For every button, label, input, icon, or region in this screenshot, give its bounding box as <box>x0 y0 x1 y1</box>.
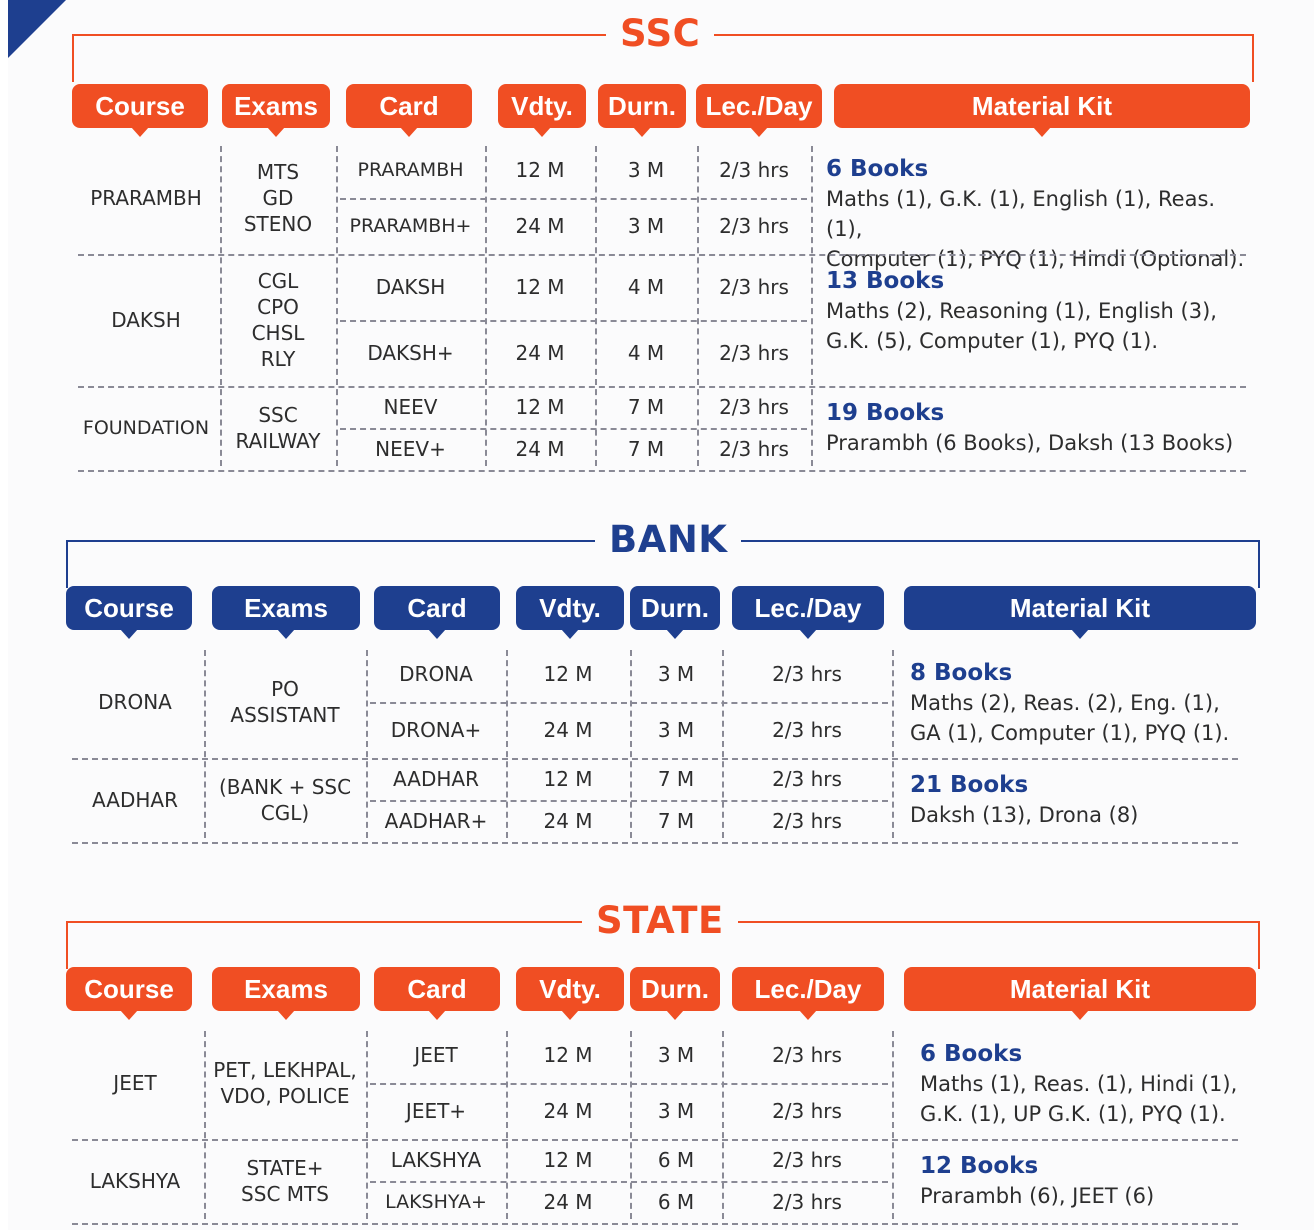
ssc-duration: 7 M <box>627 395 665 419</box>
bank-duration: 3 M <box>657 718 695 742</box>
state-header-material-kit: Material Kit <box>904 967 1256 1011</box>
ssc-section <box>8 10 1314 461</box>
bank-card-name: DRONA <box>399 662 473 686</box>
bank-header-validity: Vdty. <box>516 586 624 630</box>
bank-card-name: AADHAR+ <box>384 809 488 833</box>
bank-lectures-per-day: 2/3 hrs <box>772 767 842 791</box>
bank-duration: 7 M <box>657 767 695 791</box>
ssc-card-name: DAKSH <box>375 275 446 299</box>
ssc-kit-book-count: 19 Books <box>826 400 945 426</box>
bank-kit-contents: Maths (2), Reas. (2), Eng. (1), <box>910 691 1220 715</box>
exam-name: ASSISTANT <box>230 703 340 727</box>
state-card-name: JEET+ <box>405 1099 467 1123</box>
bank-section-title: BANK <box>595 518 741 562</box>
ssc-lectures-per-day: 2/3 hrs <box>719 214 789 238</box>
state-card-name: LAKSHYA <box>390 1148 482 1172</box>
bank-kit-contents: GA (1), Computer (1), PYQ (1). <box>910 721 1230 745</box>
state-group-divider <box>72 1223 1238 1225</box>
exam-name: STENO <box>243 212 313 236</box>
bank-lectures-per-day: 2/3 hrs <box>772 809 842 833</box>
exam-name: MTS <box>256 160 300 184</box>
ssc-card-name: NEEV+ <box>375 437 446 461</box>
ssc-kit-book-count: 6 Books <box>826 156 929 182</box>
state-card-name: JEET <box>414 1043 458 1067</box>
ssc-material-kit <box>826 154 1246 274</box>
ssc-column-divider <box>811 146 813 466</box>
state-kit-contents: G.K. (1), UP G.K. (1), PYQ (1). <box>920 1102 1226 1126</box>
ssc-material-kit <box>826 266 1246 356</box>
ssc-header-validity: Vdty. <box>498 84 586 128</box>
state-section <box>8 893 1314 1223</box>
ssc-kit-contents: Maths (2), Reasoning (1), English (3), <box>826 299 1217 323</box>
exam-name: SSC MTS <box>241 1182 329 1206</box>
state-course-name: JEET <box>113 1071 157 1095</box>
ssc-lectures-per-day: 2/3 hrs <box>719 437 789 461</box>
state-material-kit <box>920 1039 1238 1129</box>
ssc-exam-list <box>220 254 336 386</box>
bank-row-divider <box>370 800 888 802</box>
state-kit-book-count: 12 Books <box>920 1153 1039 1179</box>
exam-name: PET, LEKHPAL, <box>213 1058 357 1082</box>
course-chart-page <box>8 0 1314 1230</box>
exam-name: RAILWAY <box>235 429 321 453</box>
ssc-header-card: Card <box>346 84 472 128</box>
exam-name: CGL <box>257 269 299 293</box>
ssc-lectures-per-day: 2/3 hrs <box>719 275 789 299</box>
state-validity: 24 M <box>543 1190 593 1214</box>
ssc-exam-list <box>220 386 336 470</box>
ssc-validity: 12 M <box>515 395 565 419</box>
bank-kit-contents: Daksh (13), Drona (8) <box>910 803 1139 827</box>
bank-course-name: AADHAR <box>92 788 178 812</box>
state-material-kit <box>920 1151 1238 1211</box>
state-row-divider <box>370 1083 888 1085</box>
ssc-header-course: Course <box>72 84 208 128</box>
exam-name: CPO <box>257 295 299 319</box>
bank-exam-list <box>204 646 366 758</box>
state-header-duration: Durn. <box>630 967 720 1011</box>
ssc-card-name: NEEV <box>383 395 438 419</box>
state-header-validity: Vdty. <box>516 967 624 1011</box>
ssc-validity: 24 M <box>515 341 565 365</box>
exam-name: CGL) <box>260 801 310 825</box>
state-exam-list <box>204 1027 366 1139</box>
bank-header-card: Card <box>374 586 500 630</box>
bank-header-course: Course <box>66 586 192 630</box>
bank-duration: 3 M <box>657 662 695 686</box>
state-validity: 12 M <box>543 1043 593 1067</box>
ssc-kit-contents: Maths (1), G.K. (1), English (1), Reas. (1), <box>826 187 1216 241</box>
bank-validity: 12 M <box>543 767 593 791</box>
state-lectures-per-day: 2/3 hrs <box>772 1190 842 1214</box>
exam-name: VDO, POLICE <box>220 1084 350 1108</box>
state-duration: 6 M <box>657 1148 695 1172</box>
ssc-validity: 24 M <box>515 214 565 238</box>
state-header-course: Course <box>66 967 192 1011</box>
ssc-kit-book-count: 13 Books <box>826 268 945 294</box>
exam-name: CHSL <box>251 321 305 345</box>
ssc-validity: 24 M <box>515 437 565 461</box>
bank-material-kit <box>910 658 1238 748</box>
state-section-title: STATE <box>582 899 738 943</box>
state-card-name: LAKSHYA+ <box>385 1191 487 1213</box>
ssc-validity: 12 M <box>515 275 565 299</box>
exam-name: STATE+ <box>246 1156 324 1180</box>
bank-lectures-per-day: 2/3 hrs <box>772 718 842 742</box>
state-lectures-per-day: 2/3 hrs <box>772 1148 842 1172</box>
ssc-kit-contents: G.K. (5), Computer (1), PYQ (1). <box>826 329 1158 353</box>
ssc-kit-contents: Prarambh (6 Books), Daksh (13 Books) <box>826 431 1234 455</box>
ssc-group-divider <box>78 470 1246 472</box>
ssc-header-exams: Exams <box>222 84 330 128</box>
ssc-card-name: PRARAMBH <box>357 159 464 181</box>
exam-name: PO <box>271 677 299 701</box>
ssc-header-duration: Durn. <box>598 84 686 128</box>
bank-card-name: DRONA+ <box>390 718 482 742</box>
ssc-course-name: PRARAMBH <box>90 186 202 210</box>
exam-name: GD <box>262 186 294 210</box>
exam-name: RLY <box>260 347 296 371</box>
state-duration: 3 M <box>657 1099 695 1123</box>
bank-section <box>8 512 1314 842</box>
exam-name: SSC <box>258 403 298 427</box>
bank-validity: 24 M <box>543 718 593 742</box>
exam-name: (BANK + SSC <box>218 775 352 799</box>
state-exam-list <box>204 1139 366 1223</box>
ssc-row-divider <box>340 198 807 200</box>
bank-lectures-per-day: 2/3 hrs <box>772 662 842 686</box>
bank-kit-book-count: 21 Books <box>910 772 1029 798</box>
bank-row-divider <box>370 702 888 704</box>
ssc-lectures-per-day: 2/3 hrs <box>719 341 789 365</box>
bank-course-name: DRONA <box>98 690 172 714</box>
bank-exam-list <box>204 758 366 842</box>
bank-header-exams: Exams <box>212 586 360 630</box>
ssc-course-name: DAKSH <box>111 308 181 332</box>
state-kit-contents: Maths (1), Reas. (1), Hindi (1), <box>920 1072 1238 1096</box>
state-lectures-per-day: 2/3 hrs <box>772 1043 842 1067</box>
state-duration: 3 M <box>657 1043 695 1067</box>
ssc-kit-contents: Computer (1), PYQ (1), Hindi (Optional). <box>826 247 1245 271</box>
bank-card-name: AADHAR <box>393 767 479 791</box>
bank-header-material-kit: Material Kit <box>904 586 1256 630</box>
bank-duration: 7 M <box>657 809 695 833</box>
state-duration: 6 M <box>657 1190 695 1214</box>
bank-column-divider <box>892 650 894 838</box>
state-lectures-per-day: 2/3 hrs <box>772 1099 842 1123</box>
state-kit-contents: Prarambh (6), JEET (6) <box>920 1184 1155 1208</box>
ssc-lectures-per-day: 2/3 hrs <box>719 158 789 182</box>
ssc-section-title: SSC <box>606 12 714 56</box>
ssc-duration: 7 M <box>627 437 665 461</box>
ssc-lectures-per-day: 2/3 hrs <box>719 395 789 419</box>
ssc-row-divider <box>340 320 807 322</box>
ssc-duration: 3 M <box>627 214 665 238</box>
state-kit-book-count: 6 Books <box>920 1041 1023 1067</box>
ssc-card-name: DAKSH+ <box>367 341 454 365</box>
ssc-header-material-kit: Material Kit <box>834 84 1250 128</box>
state-validity: 24 M <box>543 1099 593 1123</box>
state-header-exams: Exams <box>212 967 360 1011</box>
ssc-duration: 4 M <box>627 275 665 299</box>
bank-kit-book-count: 8 Books <box>910 660 1013 686</box>
bank-header-lectures-per-day: Lec./Day <box>732 586 884 630</box>
ssc-exam-list <box>220 142 336 254</box>
ssc-duration: 4 M <box>627 341 665 365</box>
state-validity: 12 M <box>543 1148 593 1172</box>
bank-group-divider <box>72 842 1238 844</box>
ssc-course-name: FOUNDATION <box>82 417 210 439</box>
ssc-card-name: PRARAMBH+ <box>349 215 472 237</box>
bank-material-kit <box>910 770 1238 830</box>
bank-validity: 12 M <box>543 662 593 686</box>
bank-header-duration: Durn. <box>630 586 720 630</box>
state-header-card: Card <box>374 967 500 1011</box>
state-header-lectures-per-day: Lec./Day <box>732 967 884 1011</box>
ssc-duration: 3 M <box>627 158 665 182</box>
state-row-divider <box>370 1181 888 1183</box>
ssc-header-lectures-per-day: Lec./Day <box>696 84 822 128</box>
bank-validity: 24 M <box>543 809 593 833</box>
state-course-name: LAKSHYA <box>89 1169 181 1193</box>
state-column-divider <box>892 1031 894 1219</box>
ssc-row-divider <box>340 428 807 430</box>
ssc-material-kit <box>826 398 1246 458</box>
ssc-validity: 12 M <box>515 158 565 182</box>
